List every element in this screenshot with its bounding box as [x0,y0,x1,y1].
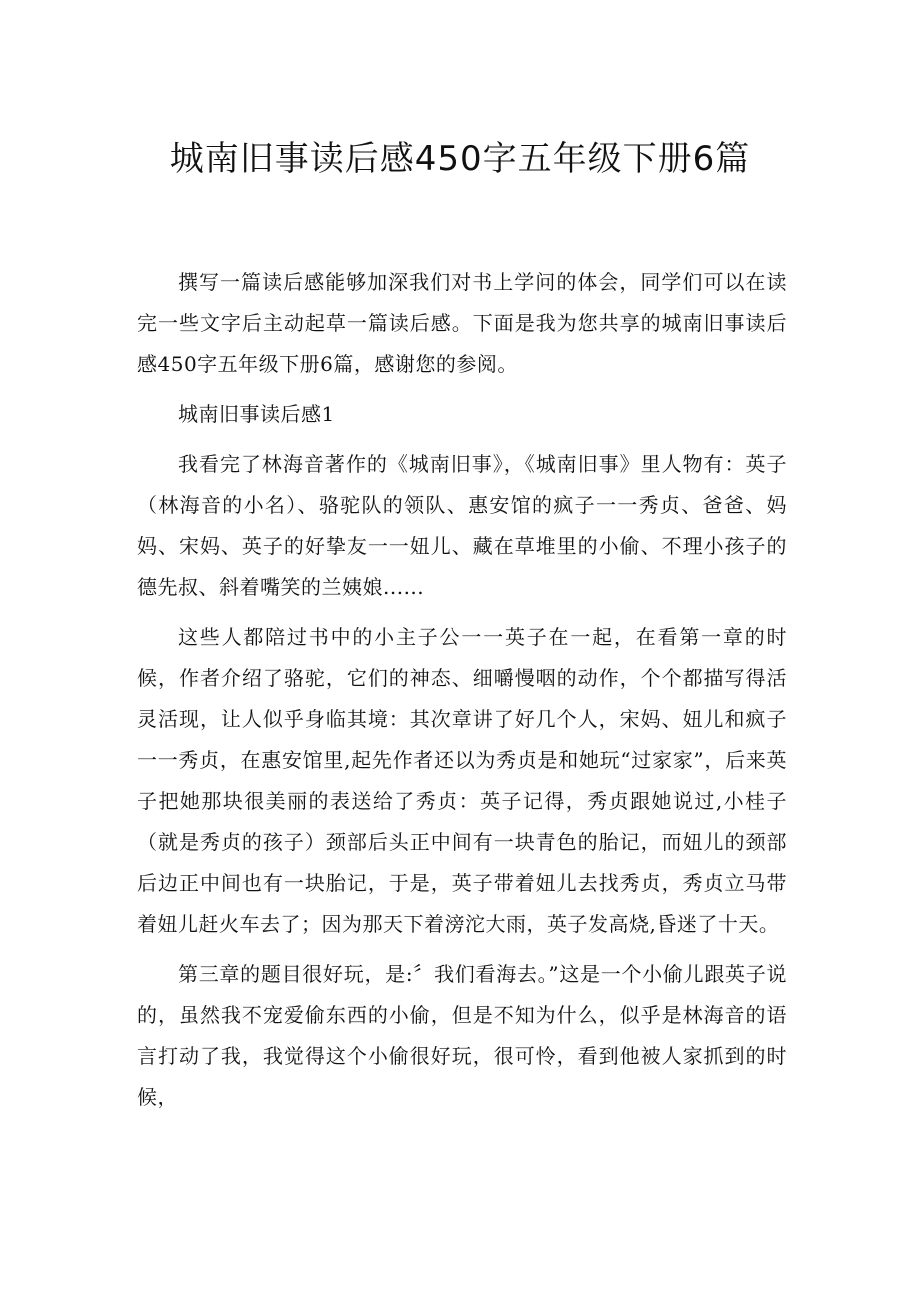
document-body [137,262,787,1127]
body-paragraph: 第三章的题目很好玩，是:〞我们看海去。”这是一个小偷儿跟英子说的，虽然我不宠爱偷东西的小偷，但是不知为什么，似乎是林海音的语言打动了我，我觉得这个小偷很好玩，很可怜，看到他被人家抓到的时候， [137,962,787,1109]
body-paragraph: 我看完了林海音著作的《城南旧事》，《城南旧事》里人物有：英子（林海音的小名）、骆驼队的领队、惠安馆的疯子一一秀贞、爸爸、妈妈、宋妈、英子的好挚友一一妞儿、藏在草堆里的小偷、不理小孩子的德先叔、斜着嘴笑的兰姨娘...... [137,452,787,599]
body-paragraph: 这些人都陪过书中的小主子公一一英子在一起，在看第一章的时候，作者介绍了骆驼，它们的神态、细嚼慢咽的动作，个个都描写得活灵活现，让人似乎身临其境：其次章讲了好几个人，宋妈、妞儿和疯子一一秀贞，在惠安馆里,起先作者还以为秀贞是和她玩“过家家”，后来英子把她那块很美丽的表送给了秀贞：英子记得，秀贞跟她说过,小桂子（就是秀贞的孩子）颈部后头正中间有一块青色的胎记，而妞儿的颈部后边正中间也有一块胎记，于是，英子带着妞儿去找秀贞，秀贞立马带着妞儿赶火车去了；因为那天下着滂沱大雨，英子发高烧,昏迷了十天。 [137,625,787,936]
section-heading: 城南旧事读后感1 [178,402,335,426]
intro-paragraph: 撰写一篇读后感能够加深我们对书上学问的体会，同学们可以在读完一些文字后主动起草一篇读后感。下面是我为您共享的城南旧事读后感450字五年级下册6篇，感谢您的参阅。 [137,270,787,376]
document-title: 城南旧事读后感450字五年级下册6篇 [169,139,751,179]
